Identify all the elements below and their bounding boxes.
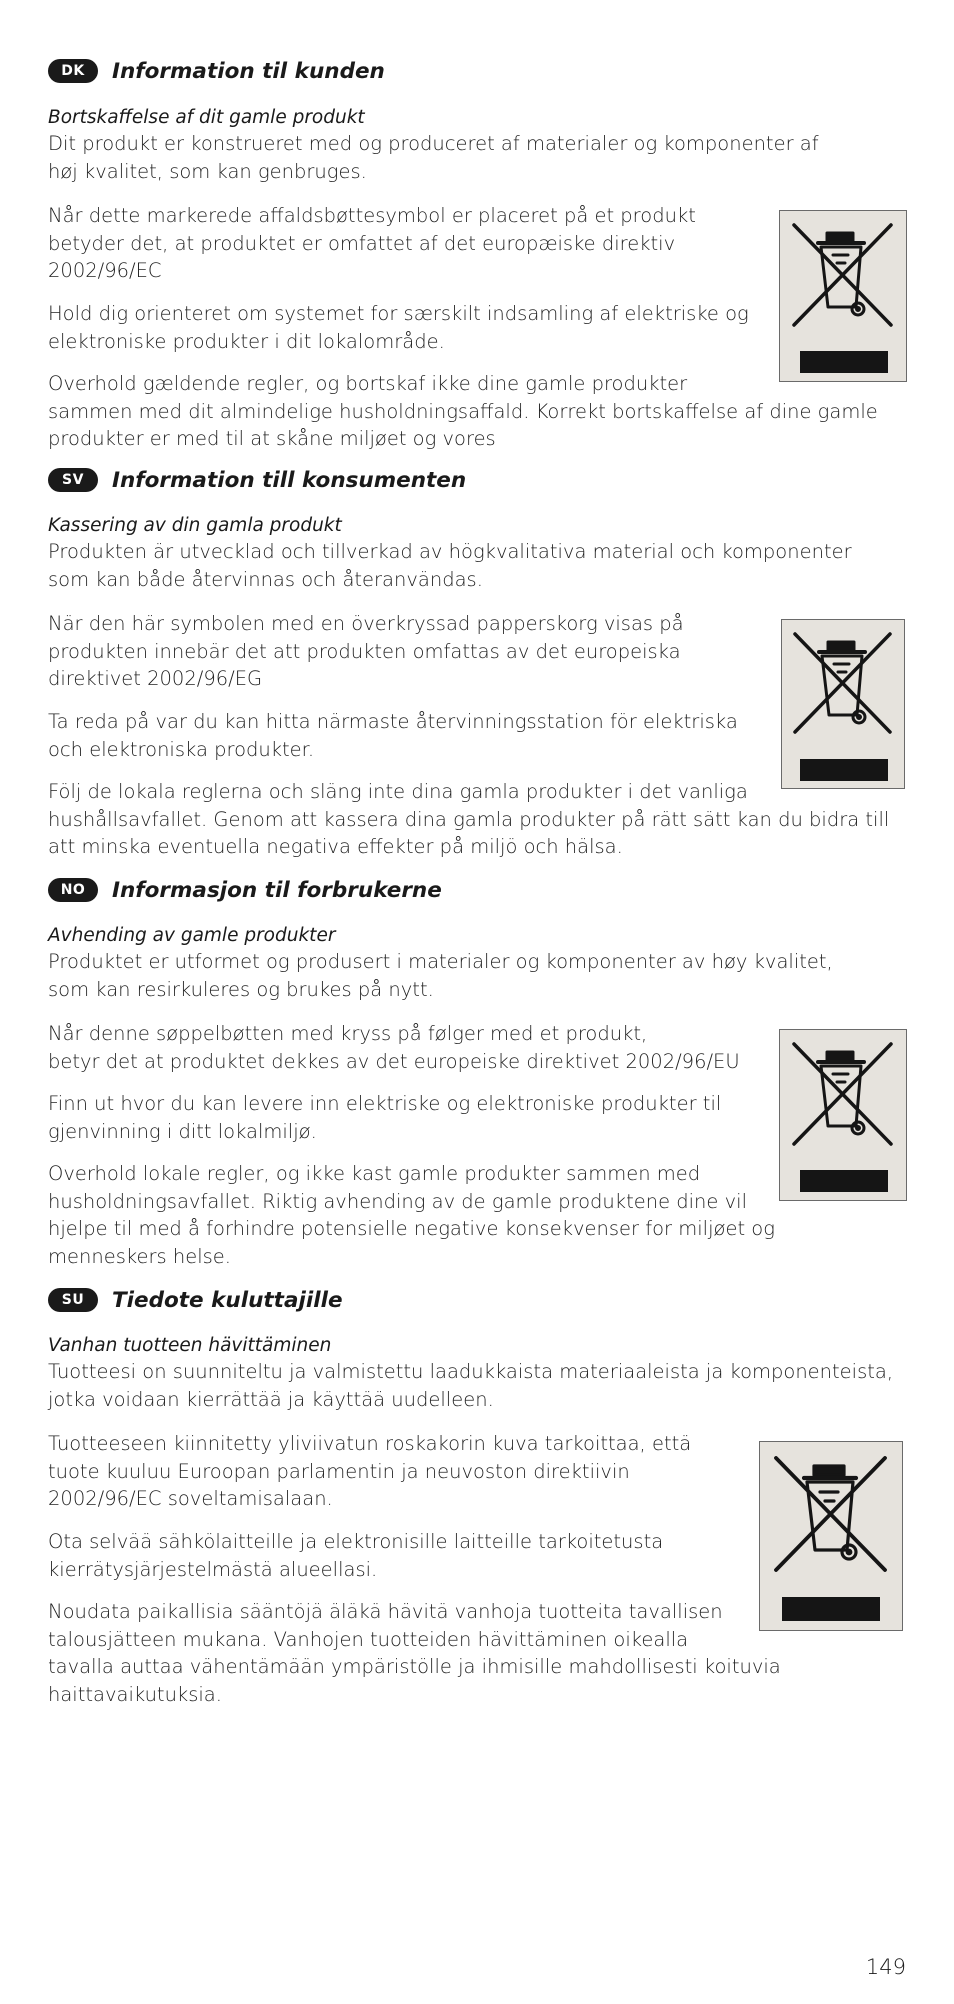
language-badge: DK [48,59,98,83]
section-heading [48,875,442,905]
paragraph-2: När den här symbolen med en överkryssad papperskorg visas på produkten innebär det att produkten omfattas av det europeiska direktivet 2002/96/EG [48,612,684,690]
paragraph-2: Tuotteeseen kiinnitetty yliviivatun roskakorin kuva tarkoittaa, että tuote kuuluu Euroopan parlamentin ja neuvoston direktiivin 2002/96/EC soveltamisalaan. [48,1432,692,1510]
section-title: Informasjon til forbrukerne [112,877,442,903]
paragraph-1: Dit produkt er konstrueret med og produceret af materialer og komponenter af høj kvalitet, som kan genbruges. [48,132,819,183]
symbol-bar [800,351,888,373]
section-dk [48,56,908,456]
section-heading [48,1285,343,1315]
paragraph-4: Noudata paikallisia sääntöjä äläkä hävitä vanhoja tuotteita tavallisen talousjätteen mukana. Vanhojen tuotteiden hävittäminen oikealla tavalla auttaa vähentämään ympäristölle ja ihmisille mahdollisesti koituvia haittavaikutuksia. [48,1600,781,1706]
paragraph-2: Når dette markerede affaldsbøttesymbol er placeret på et produkt betyder det, at produktet er omfattet af det europæiske direktiv 2002/96/EC [48,204,696,282]
paragraph-1: Tuotteesi on suunniteltu ja valmistettu laadukkaista materiaaleista ja komponenteista, jotka voidaan kierrättää ja käyttää uudelleen. [48,1360,894,1411]
crossed-out-wheelie-bin-icon [779,1029,907,1201]
paragraph-4: Overhold gældende regler, og bortskaf ikke dine gamle produkter sammen med dit almindelige husholdningsaffald. Korrekt bortskaffelse af dine gamle produkter er med til at skåne miljøet og vores [48,372,878,450]
section-heading [48,465,466,495]
section-su [48,1285,908,1705]
section-title: Tiedote kuluttajille [112,1287,343,1313]
paragraph-2: Når denne søppelbøtten med kryss på følger med et produkt, betyr det at produktet dekkes av det europeiske direktivet 2002/96/EU [48,1022,740,1073]
section-subtitle: Kassering av din gamla produkt [48,515,342,536]
section-title: Information til kunden [112,58,385,84]
crossed-out-wheelie-bin-icon [759,1441,903,1631]
paragraph-3: Finn ut hvor du kan levere inn elektriske og elektroniske produkter til gjenvinning i ditt lokalmiljø. [48,1092,722,1143]
crossed-out-wheelie-bin-icon [779,210,907,382]
paragraph-3: Hold dig orienteret om systemet for særskilt indsamling af elektriske og elektroniske produkter i dit lokalområde. [48,302,749,353]
paragraph-1: Produkten är utvecklad och tillverkad av högkvalitativa material och komponenter som kan både återvinnas och återanvändas. [48,540,852,591]
symbol-bar [782,1597,880,1621]
language-badge: SU [48,1288,98,1312]
paragraph-4: Följ de lokala reglerna och släng inte dina gamla produkter i det vanliga hushållsavfallet. Genom att kassera dina gamla produkter på rätt sätt kan du bidra till att minska eventuella negativa effekter på miljö och hälsa. [48,780,890,858]
symbol-bar [800,1170,888,1192]
symbol-bar [800,759,888,781]
section-title: Information till konsumenten [112,467,467,493]
crossed-out-wheelie-bin-icon [781,619,905,789]
paragraph-1: Produktet er utformet og produsert i materialer og komponenter av høy kvalitet, som kan resirkuleres og brukes på nytt. [48,950,833,1001]
section-no [48,875,908,1275]
section-sv [48,465,908,865]
section-subtitle: Avhending av gamle produkter [48,925,336,946]
section-subtitle: Bortskaffelse af dit gamle produkt [48,107,365,128]
language-badge: NO [48,878,98,902]
paragraph-4: Overhold lokale regler, og ikke kast gamle produkter sammen med husholdningsavfallet. Riktig avhending av de gamle produktene dine vil hjelpe til med å forhindre potensielle negative konsekvenser for miljøet og menneskers helse. [48,1162,775,1268]
section-heading [48,56,385,86]
paragraph-3: Ta reda på var du kan hitta närmaste återvinningsstation för elektriska och elektroniska produkter. [48,710,738,761]
paragraph-3: Ota selvää sähkölaitteille ja elektronisille laitteille tarkoitetusta kierrätysjärjestelmästä alueellasi. [48,1530,664,1581]
section-subtitle: Vanhan tuotteen hävittäminen [48,1335,332,1356]
language-badge: SV [48,468,98,492]
page-number: 149 [865,1955,906,1979]
